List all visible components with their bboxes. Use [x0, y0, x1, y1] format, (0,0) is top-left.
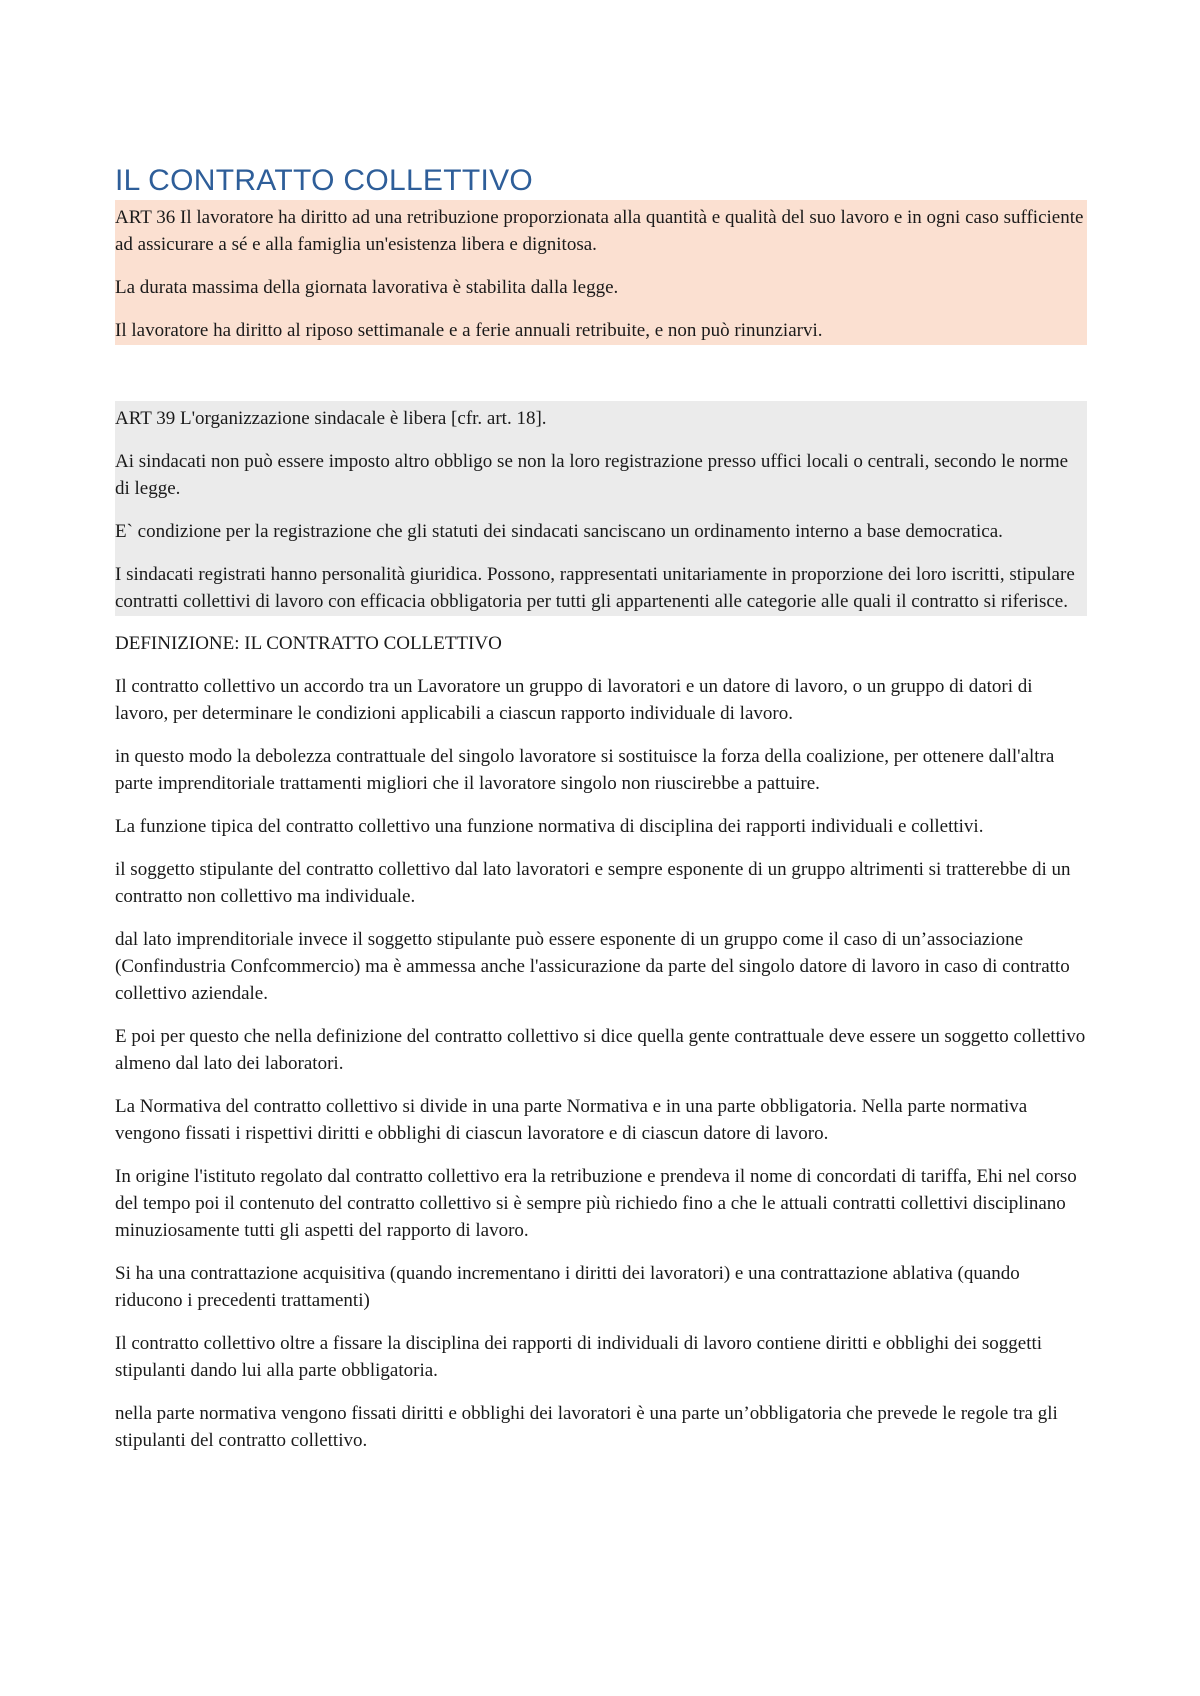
body-paragraph: dal lato imprenditoriale invece il soggetto stipulante può essere esponente di un gruppo come il caso di un’associazione (Confindustria Confcommercio) ma è ammessa anche l'assicurazione da parte del singolo datore di lavoro in caso di contratto collettivo aziendale.	[115, 929, 1070, 1004]
body-paragraph: Si ha una contrattazione acquisitiva (quando incrementano i diritti dei lavoratori) e una contrattazione ablativa (quando riducono i precedenti trattamenti)	[115, 1263, 1020, 1311]
body-paragraph: La funzione tipica del contratto collettivo una funzione normativa di disciplina dei rapporti individuali e collettivi.	[115, 816, 984, 837]
document-content	[115, 163, 1087, 1470]
body-paragraph: Il contratto collettivo oltre a fissare la disciplina dei rapporti di individuali di lavoro contiene diritti e obblighi dei soggetti stipulanti dando lui alla parte obbligatoria.	[115, 1333, 1043, 1381]
body-paragraph: In origine l'istituto regolato dal contratto collettivo era la retribuzione e prendeva il nome di concordati di tariffa, Ehi nel corso del tempo poi il contenuto del contratto collettivo si è sempre più richiedo fino a che le attuali contratti collettivi disciplinano minuziosamente tutti gli aspetti del rapporto di lavoro.	[115, 1166, 1077, 1241]
art36-paragraph: ART 36 Il lavoratore ha diritto ad una retribuzione proporzionata alla quantità e qualità del suo lavoro e in ogni caso sufficiente ad assicurare a sé e alla famiglia un'esistenza libera e dignitosa.	[115, 207, 1084, 255]
body-paragraph: La Normativa del contratto collettivo si divide in una parte Normativa e in una parte obbligatoria. Nella parte normativa vengono fissati i rispettivi diritti e obblighi di ciascun lavoratore e di ciascun datore di lavoro.	[115, 1096, 1028, 1144]
body-paragraph: E poi per questo che nella definizione del contratto collettivo si dice quella gente contrattuale deve essere un soggetto collettivo almeno dal lato dei laboratori.	[115, 1026, 1086, 1074]
body-paragraph: in questo modo la debolezza contrattuale del singolo lavoratore si sostituisce la forza della coalizione, per ottenere dall'altra parte imprenditoriale trattamenti migliori che il lavoratore singolo non riuscirebbe a pattuire.	[115, 746, 1055, 794]
body-paragraph: nella parte normativa vengono fissati diritti e obblighi dei lavoratori è una parte un’obbligatoria che prevede le regole tra gli stipulanti del contratto collettivo.	[115, 1403, 1058, 1451]
body-paragraph: Il contratto collettivo un accordo tra un Lavoratore un gruppo di lavoratori e un datore di lavoro, o un gruppo di datori di lavoro, per determinare le condizioni applicabili a ciascun rapporto individuale di lavoro.	[115, 676, 1033, 724]
art39-paragraph: E` condizione per la registrazione che gli statuti dei sindacati sanciscano un ordinamento interno a base democratica.	[115, 521, 1003, 542]
art36-paragraph: La durata massima della giornata lavorativa è stabilita dalla legge.	[115, 277, 619, 298]
body-paragraph: il soggetto stipulante del contratto collettivo dal lato lavoratori e sempre esponente di un gruppo altrimenti si tratterebbe di un contratto non collettivo ma individuale.	[115, 859, 1071, 907]
body-text	[115, 630, 1087, 1454]
art39-paragraph: ART 39 L'organizzazione sindacale è libera [cfr. art. 18].	[115, 408, 547, 429]
art39-paragraph: I sindacati registrati hanno personalità giuridica. Possono, rappresentati unitariamente in proporzione dei loro iscritti, stipulare contratti collettivi di lavoro con efficacia obbligatoria per tutti gli appartenenti alle categorie alle quali il contratto si riferisce.	[115, 564, 1075, 612]
document-title: IL CONTRATTO COLLETTIVO	[115, 164, 534, 197]
art39-paragraph: Ai sindacati non può essere imposto altro obbligo se non la loro registrazione presso uffici locali o centrali, secondo le norme di legge.	[115, 451, 1069, 499]
art39-highlight-box	[115, 401, 1087, 616]
definition-heading: DEFINIZIONE: IL CONTRATTO COLLETTIVO	[115, 633, 502, 654]
art36-highlight-box	[115, 200, 1087, 345]
art36-paragraph: Il lavoratore ha diritto al riposo settimanale e a ferie annuali retribuite, e non può rinunziarvi.	[115, 320, 823, 341]
